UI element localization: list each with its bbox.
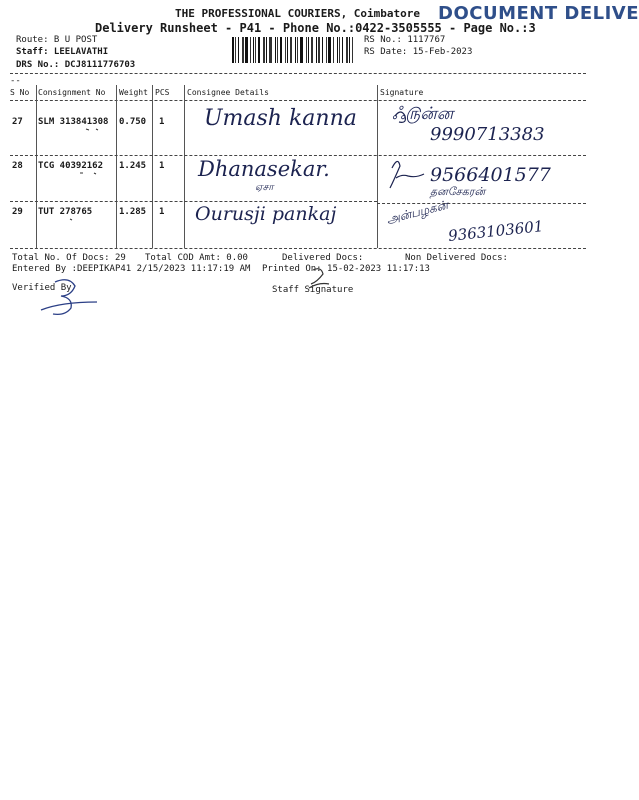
consignee-subscript: ஏசா	[255, 182, 274, 193]
row-sno: 29	[12, 207, 23, 217]
route-label: Route: B U POST	[16, 35, 98, 45]
col-header-consignee: Consignee Details	[187, 88, 269, 97]
signature-script: அன்பழகன்	[385, 197, 450, 227]
rs-date: RS Date: 15-Feb-2023	[364, 47, 473, 57]
signature-phone: 9990713383	[430, 124, 545, 145]
staff-signature-label: Staff Signature	[272, 285, 354, 295]
signature-phone: 9363103601	[447, 217, 545, 245]
row-consignment: TCG 40392162	[38, 161, 104, 171]
consignee-handwritten: Umash kanna	[204, 106, 357, 131]
row-pcs: 1	[159, 117, 165, 127]
signature-phone: 9566401577	[430, 164, 551, 186]
col-header-sno: S No	[10, 88, 30, 97]
row-weight: 0.750	[119, 117, 147, 127]
row-consignment: SLM 313841308	[38, 117, 109, 127]
entered-by: Entered By :DEEPIKAP41 2/15/2023 11:17:19 AM	[12, 264, 251, 274]
divider-mark: --	[10, 76, 21, 86]
total-docs: Total No. Of Docs: 29	[12, 253, 126, 263]
row-pcs: 1	[159, 207, 165, 217]
row-weight: 1.245	[119, 161, 147, 171]
col-header-consignment: Consignment No	[38, 88, 106, 97]
document-delivery-stamp: DOCUMENT DELIVE	[438, 3, 639, 24]
consignee-handwritten: Dhanasekar.	[198, 157, 330, 181]
staff-signature	[305, 264, 335, 294]
rs-number: RS No.: 1117767	[364, 35, 446, 45]
verified-by-label: Verified By	[12, 283, 72, 293]
non-delivered-docs: Non Delivered Docs:	[405, 253, 508, 263]
verified-signature	[35, 276, 105, 321]
delivered-docs: Delivered Docs:	[282, 253, 364, 263]
col-header-pcs: PCS	[155, 88, 170, 97]
row-sno: 28	[12, 161, 23, 171]
signature-script: ஃ௫ன்ன	[392, 104, 454, 124]
row-pcs: 1	[159, 161, 165, 171]
company-name: THE PROFESSIONAL COURIERS, Coimbatore	[175, 7, 421, 20]
consignee-handwritten: Ourusji pankaj	[195, 203, 337, 225]
col-header-weight: Weight	[119, 88, 148, 97]
col-header-signature: Signature	[380, 88, 424, 97]
signature-script: தனசேகரன்	[430, 185, 486, 198]
page-title: Delivery Runsheet - P41 - Phone No.:0422-3505555 - Page No.:3	[95, 21, 536, 35]
drs-number: DRS No.: DCJ8111776703	[16, 60, 136, 70]
row-sno: 27	[12, 117, 23, 127]
row-consignment: TUT 278765	[38, 207, 93, 217]
total-cod: Total COD Amt: 0.00	[145, 253, 248, 263]
staff-label: Staff: LEELAVATHI	[16, 47, 109, 57]
row-weight: 1.285	[119, 207, 147, 217]
printed-on: Printed On: 15-02-2023 11:17:13	[262, 264, 430, 274]
